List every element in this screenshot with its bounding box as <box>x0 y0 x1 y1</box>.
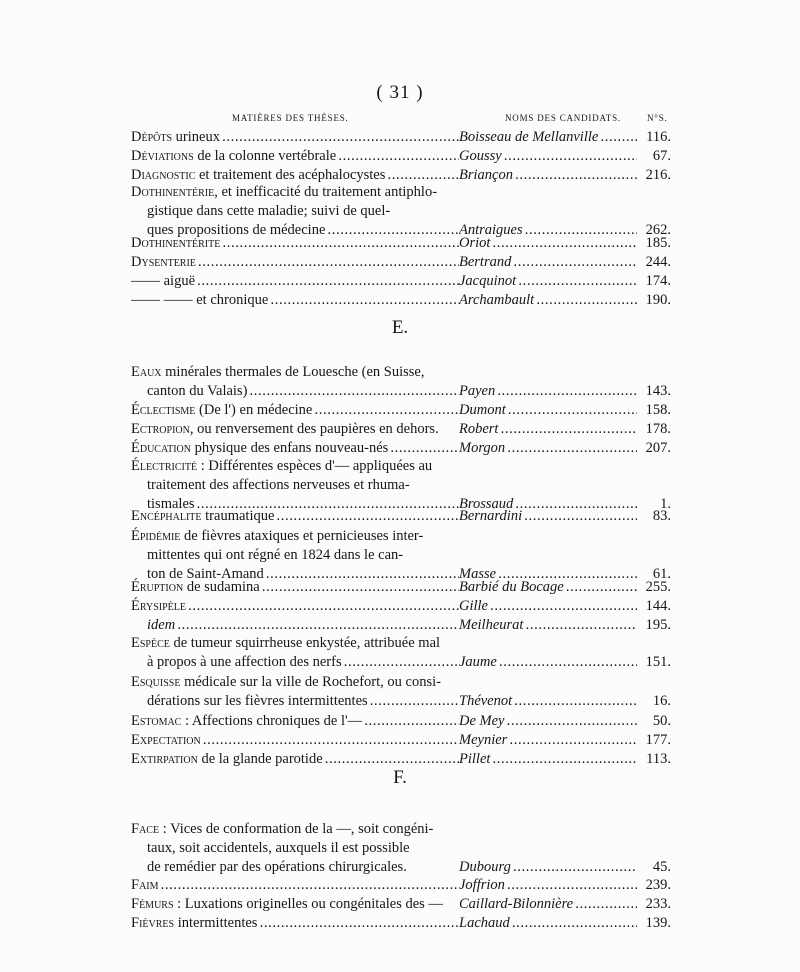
entry-number: 216. <box>645 167 671 183</box>
dot-leader <box>598 129 637 145</box>
entry-text: ques propositions de médecine <box>147 222 326 238</box>
entry-number: 67. <box>652 148 671 164</box>
entry-line <box>131 400 671 420</box>
entry-candidate <box>459 691 637 711</box>
dot-leader <box>196 254 459 270</box>
entry-subject <box>147 381 459 401</box>
entry-keyword: Fièvres <box>131 915 175 931</box>
entry-line <box>131 749 671 769</box>
entry-subject <box>147 838 459 858</box>
candidate-name: Pillet <box>459 751 491 767</box>
entry-line <box>131 419 671 439</box>
dot-leader <box>257 915 459 931</box>
entry-number: 45. <box>652 859 671 875</box>
dot-leader <box>385 167 459 183</box>
entry-subject <box>147 615 459 635</box>
entry-number: 61. <box>652 566 671 582</box>
entry-number: 174. <box>645 273 671 289</box>
entry-line <box>131 913 671 933</box>
dot-leader <box>510 915 637 931</box>
entry-number: 116. <box>646 129 671 145</box>
entry-line <box>131 672 671 692</box>
entry-candidate <box>459 615 637 635</box>
entry-subject <box>131 672 459 692</box>
entry-subject <box>131 362 459 382</box>
entry-text: minérales thermales de Louesche (en Suisse, <box>161 364 425 380</box>
entry-subject <box>131 146 459 166</box>
entry-line <box>131 838 671 858</box>
entry-subject <box>131 577 459 597</box>
entry-candidate <box>459 400 637 420</box>
candidate-name: Jacquinot <box>459 273 517 289</box>
dot-leader <box>511 859 637 875</box>
candidate-name: Antraigues <box>459 222 523 238</box>
entry-number: 143. <box>645 383 671 399</box>
entry-number: 195. <box>645 617 671 633</box>
entry-subject <box>131 819 459 839</box>
entry-candidate <box>459 730 637 750</box>
entry-number: 151. <box>645 654 671 670</box>
entry-number: 233. <box>645 896 671 912</box>
dot-leader <box>247 383 459 399</box>
entry-number: 244. <box>645 254 671 270</box>
entry-text: de sudamina <box>183 579 260 595</box>
entry-line <box>131 819 671 839</box>
entry-line <box>131 506 671 526</box>
entry-subject <box>147 201 459 221</box>
entry-line <box>131 691 671 711</box>
entry-candidate <box>459 233 637 253</box>
entry-number: 185. <box>645 235 671 251</box>
candidate-name: Brossaud <box>459 496 514 512</box>
section-letter-f: F. <box>393 767 407 788</box>
entry-text: médicale sur la ville de Rochefort, ou consi- <box>180 674 441 690</box>
dot-leader <box>523 617 637 633</box>
entry-text: intermittentes <box>174 915 258 931</box>
entry-candidate <box>459 577 637 597</box>
header-candidates: NOMS DES CANDIDATS. <box>505 113 621 123</box>
entry-keyword: Électricité <box>131 458 198 474</box>
entry-number: 177. <box>645 732 671 748</box>
entry-candidate <box>459 252 637 272</box>
entry-candidate <box>459 711 637 731</box>
entry-keyword: Faim <box>131 877 159 893</box>
entry-keyword: Déviations <box>131 148 194 164</box>
entry-line <box>131 252 671 272</box>
entry-text: traumatique <box>201 508 275 524</box>
entry-keyword: Encéphalite <box>131 508 202 524</box>
entry-keyword: Fémurs <box>131 896 174 912</box>
entry-subject <box>131 913 459 933</box>
entry-candidate <box>459 913 637 933</box>
entry-candidate <box>459 290 637 310</box>
entry-number: 83. <box>652 508 671 524</box>
entry-line <box>131 271 671 291</box>
dot-leader <box>159 877 459 893</box>
entry-keyword: Dothinentérie <box>131 184 215 200</box>
dot-leader <box>368 693 459 709</box>
entry-keyword: Esquisse <box>131 674 181 690</box>
candidate-name: Boisseau de Mellanville <box>459 129 599 145</box>
entry-subject <box>131 633 459 653</box>
section-letter-e: E. <box>391 317 409 338</box>
entry-line <box>131 711 671 731</box>
entry-text: mittentes qui ont régné en 1824 dans le can- <box>147 547 404 563</box>
entry-keyword: Dothinentérite <box>131 235 221 251</box>
entry-line <box>131 201 671 221</box>
entry-number: 16. <box>652 693 671 709</box>
candidate-name: Oriot <box>459 235 491 251</box>
candidate-name: Archambault <box>459 292 535 308</box>
entry-subject <box>131 711 459 731</box>
dot-leader <box>573 896 637 912</box>
entry-keyword: Extirpation <box>131 751 198 767</box>
entry-candidate <box>459 381 637 401</box>
dot-leader <box>362 713 459 729</box>
candidate-name: Masse <box>459 566 497 582</box>
entry-line <box>131 456 671 476</box>
candidate-name: Meilheurat <box>459 617 524 633</box>
dot-leader <box>511 254 637 270</box>
entry-line <box>131 233 671 253</box>
entry-line <box>131 545 671 565</box>
entry-subject <box>131 749 459 769</box>
entry-number: 178. <box>645 421 671 437</box>
entry-text: ton de Saint-Amand <box>147 566 264 582</box>
entry-text: de remédier par des opérations chirurgicales. <box>147 859 407 875</box>
entry-candidate <box>459 506 637 526</box>
entry-candidate <box>459 596 637 616</box>
entry-subject <box>131 526 459 546</box>
entry-number: 239. <box>645 877 671 893</box>
dot-leader <box>564 579 637 595</box>
entry-line <box>131 362 671 382</box>
entry-text: traitement des affections nerveuses et rhuma- <box>147 477 410 493</box>
entry-candidate <box>459 438 637 458</box>
entry-subject <box>131 233 459 253</box>
dot-leader <box>513 167 637 183</box>
dot-leader <box>186 598 459 614</box>
dot-leader <box>497 654 637 670</box>
entry-subject <box>147 857 459 877</box>
candidate-name: Bertrand <box>459 254 512 270</box>
candidate-name: Thévenot <box>459 693 513 709</box>
entry-subject <box>131 506 459 526</box>
entry-candidate <box>459 419 637 439</box>
dot-leader <box>312 402 459 418</box>
dot-leader <box>260 579 459 595</box>
entry-text: de la glande parotide <box>197 751 323 767</box>
candidate-name: Morgon <box>459 440 506 456</box>
entry-subject <box>131 438 459 458</box>
entry-number: 50. <box>652 713 671 729</box>
dot-leader <box>534 292 637 308</box>
dot-leader <box>507 732 637 748</box>
entry-text: de tumeur squirrheuse enkystée, attribuée mal <box>169 635 441 651</box>
entry-subject <box>131 730 459 750</box>
candidate-name: Gille <box>459 598 488 614</box>
candidate-name: Robert <box>459 421 499 437</box>
dot-leader <box>175 617 459 633</box>
dot-leader <box>490 751 637 767</box>
entry-line <box>131 475 671 495</box>
entry-text: , ou renversement des paupières en dehors. <box>189 421 439 437</box>
entry-line <box>131 652 671 672</box>
entry-keyword: Diagnostic <box>131 167 196 183</box>
entry-subject <box>131 419 459 439</box>
entry-number: 255. <box>645 579 671 595</box>
dot-leader <box>516 273 637 289</box>
entry-keyword: Espèce <box>131 635 170 651</box>
entry-text: de fièvres ataxiques et pernicieuses inter- <box>180 528 424 544</box>
dot-leader <box>220 235 459 251</box>
entry-line <box>131 615 671 635</box>
entry-keyword: Éruption <box>131 579 184 595</box>
entry-text: de la colonne vertébrale <box>193 148 337 164</box>
entry-subject <box>131 182 459 202</box>
entry-line <box>131 875 671 895</box>
candidate-name: Jaume <box>459 654 497 670</box>
entry-text: taux, soit accidentels, auxquels il est possible <box>147 840 410 856</box>
dot-leader <box>342 654 459 670</box>
entry-text: urineux <box>172 129 220 145</box>
entry-line <box>131 381 671 401</box>
entry-subject <box>147 475 459 495</box>
entry-subject <box>147 545 459 565</box>
entry-text: physique des enfans nouveau-nés <box>190 440 389 456</box>
entry-candidate <box>459 127 637 147</box>
entry-keyword: Érysipèle <box>131 598 186 614</box>
entry-candidate <box>459 749 637 769</box>
dot-leader <box>522 508 637 524</box>
entry-subject <box>131 400 459 420</box>
header-subjects: MATIÈRES DES THÈSES. <box>232 113 349 123</box>
dot-leader <box>388 440 459 456</box>
entry-text: —— —— et chronique <box>131 292 269 308</box>
entry-line <box>131 730 671 750</box>
candidate-name: Bernardini <box>459 508 523 524</box>
entry-text: idem <box>147 617 176 633</box>
entry-text: tismales <box>147 496 195 512</box>
dot-leader <box>498 421 637 437</box>
entry-line <box>131 596 671 616</box>
entry-keyword: Dépôts <box>131 129 173 145</box>
entry-text: dérations sur les fièvres intermittentes <box>147 693 368 709</box>
entry-subject <box>131 252 459 272</box>
candidate-name: Barbié du Bocage <box>459 579 564 595</box>
dot-leader <box>488 598 637 614</box>
entry-subject <box>131 875 459 895</box>
entry-candidate <box>459 875 637 895</box>
entry-text: gistique dans cette maladie; suivi de quel- <box>147 203 391 219</box>
entry-keyword: Éclectisme <box>131 402 196 418</box>
entry-subject <box>131 894 459 914</box>
candidate-name: Dumont <box>459 402 506 418</box>
header-numbers: N°S. <box>647 113 668 123</box>
entry-line <box>131 290 671 310</box>
entry-number: 262. <box>645 222 671 238</box>
entry-subject <box>131 290 459 310</box>
entry-subject <box>147 652 459 672</box>
entry-line <box>131 127 671 147</box>
dot-leader <box>504 713 637 729</box>
candidate-name: De Mey <box>459 713 505 729</box>
entry-subject <box>147 691 459 711</box>
entry-keyword: Face <box>131 821 160 837</box>
entry-keyword: Estomac <box>131 713 182 729</box>
entry-candidate <box>459 894 637 914</box>
entry-text: : Luxations originelles ou congénitales des — <box>173 896 443 912</box>
candidate-name: Meynier <box>459 732 508 748</box>
dot-leader <box>336 148 459 164</box>
entry-text: canton du Valais) <box>147 383 248 399</box>
entry-text: à propos à une affection des nerfs <box>147 654 342 670</box>
entry-subject <box>131 271 459 291</box>
dot-leader <box>490 235 637 251</box>
entry-candidate <box>459 271 637 291</box>
page-number: ( 31 ) <box>376 82 424 103</box>
entry-line <box>131 182 671 202</box>
entry-keyword: Éducation <box>131 440 191 456</box>
dot-leader <box>512 693 637 709</box>
dot-leader <box>505 877 637 893</box>
candidate-name: Joffrion <box>459 877 505 893</box>
entry-line <box>131 577 671 597</box>
entry-number: 113. <box>646 751 671 767</box>
entry-line <box>131 857 671 877</box>
entry-number: 144. <box>645 598 671 614</box>
entry-subject <box>131 127 459 147</box>
entry-subject <box>131 596 459 616</box>
entry-text: : Affections chroniques de l'— <box>181 713 363 729</box>
candidate-name: Lachaud <box>459 915 510 931</box>
entry-number: 207. <box>645 440 671 456</box>
entry-line <box>131 526 671 546</box>
entry-text: et traitement des acéphalocystes <box>195 167 386 183</box>
entry-number: 1. <box>660 496 671 512</box>
dot-leader <box>323 751 459 767</box>
entry-line <box>131 633 671 653</box>
entry-number: 139. <box>645 915 671 931</box>
entry-text: : Vices de conformation de la —, soit congéni- <box>159 821 434 837</box>
dot-leader <box>495 383 637 399</box>
entry-keyword: Expectation <box>131 732 201 748</box>
candidate-name: Briançon <box>459 167 513 183</box>
candidate-name: Dubourg <box>459 859 511 875</box>
entry-text: (De l') en médecine <box>195 402 313 418</box>
entry-keyword: Dysenterie <box>131 254 196 270</box>
entry-keyword: Ectropion <box>131 421 190 437</box>
entry-number: 190. <box>645 292 671 308</box>
dot-leader <box>195 273 459 289</box>
entry-text: , et inefficacité du traitement antiphlo- <box>214 184 438 200</box>
dot-leader <box>274 508 459 524</box>
dot-leader <box>506 402 637 418</box>
entry-subject <box>131 456 459 476</box>
entry-number: 158. <box>645 402 671 418</box>
entry-text: —— aiguë <box>131 273 196 289</box>
entry-line <box>131 438 671 458</box>
dot-leader <box>220 129 459 145</box>
candidate-name: Caillard-Bilonnière <box>459 896 574 912</box>
entry-candidate <box>459 857 637 877</box>
entry-line <box>131 146 671 166</box>
dot-leader <box>201 732 459 748</box>
entry-text: : Différentes espèces d'— appliquées au <box>197 458 433 474</box>
dot-leader <box>505 440 637 456</box>
entry-keyword: Eaux <box>131 364 162 380</box>
entry-line <box>131 894 671 914</box>
entry-candidate <box>459 146 637 166</box>
dot-leader <box>502 148 637 164</box>
dot-leader <box>268 292 459 308</box>
entry-keyword: Épidémie <box>131 528 181 544</box>
candidate-name: Payen <box>459 383 496 399</box>
candidate-name: Goussy <box>459 148 502 164</box>
entry-candidate <box>459 652 637 672</box>
